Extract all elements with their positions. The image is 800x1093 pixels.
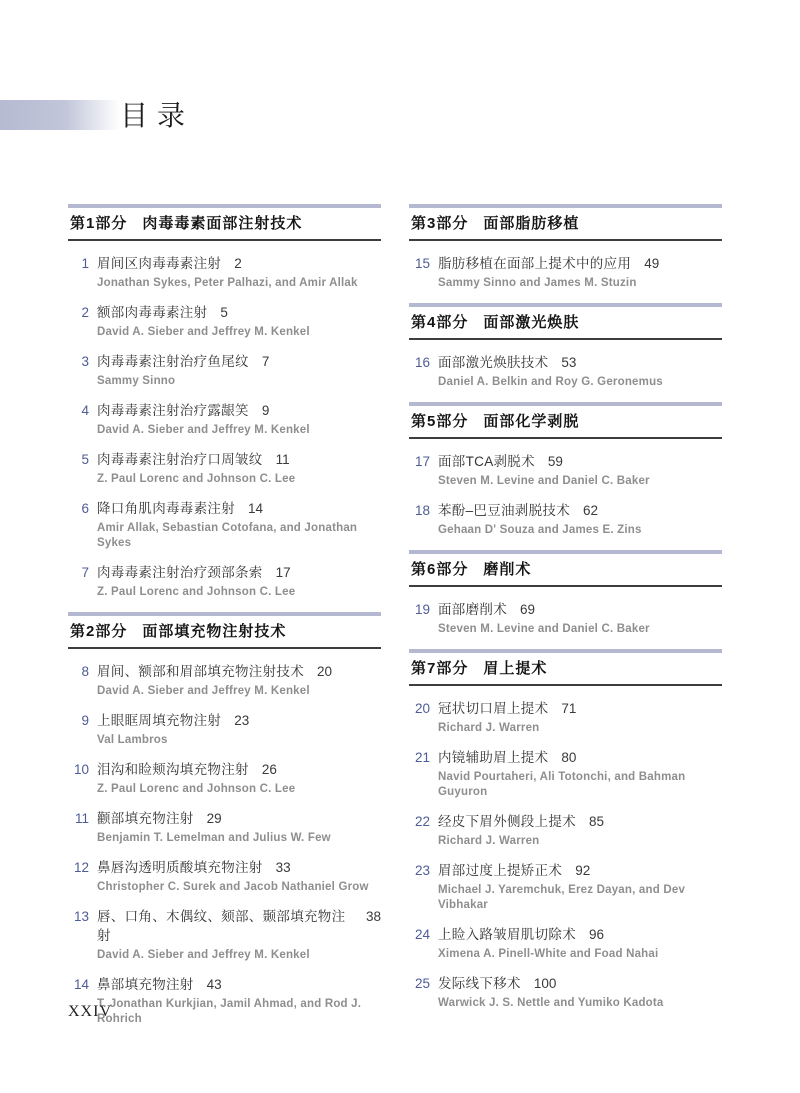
section-header — [409, 402, 722, 439]
toc-entry-line — [409, 600, 722, 619]
chapter-page-number: 33 — [275, 860, 291, 875]
chapter-title: 鼻部填充物注射 — [97, 977, 194, 992]
chapter-page-number: 7 — [261, 354, 270, 369]
toc-entry-line — [409, 748, 722, 767]
chapter-number: 11 — [74, 811, 89, 826]
section-header — [409, 649, 722, 686]
toc-section — [68, 204, 381, 600]
chapter-authors: Jonathan Sykes, Peter Palhazi, and Amir Allak — [97, 277, 358, 289]
toc-entry — [68, 858, 381, 895]
section-chapter-list — [409, 600, 722, 637]
chapter-title: 颧部填充物注射 — [97, 811, 194, 826]
chapter-authors: Amir Allak, Sebastian Cotofana, and Jonathan Sykes — [97, 522, 358, 549]
toc-entry — [409, 699, 722, 736]
chapter-title: 肉毒毒素注射治疗颈部条索 — [97, 565, 263, 580]
toc-entry — [409, 812, 722, 849]
toc-entry — [409, 600, 722, 637]
chapter-title: 发际线下移术 — [438, 976, 521, 991]
chapter-title: 面部激光焕肤技术 — [438, 355, 549, 370]
page-title: 目录 — [120, 100, 195, 131]
toc-entry — [68, 975, 381, 1027]
chapter-number: 5 — [81, 452, 89, 467]
section-chapter-list — [409, 353, 722, 390]
chapter-title: 上睑入路皱眉肌切除术 — [438, 927, 576, 942]
chapter-authors: David A. Sieber and Jeffrey M. Kenkel — [97, 685, 310, 697]
toc-entry-line — [68, 401, 381, 420]
chapter-title: 面部TCA剥脱术 — [438, 454, 535, 469]
chapter-title: 面部磨削术 — [438, 602, 507, 617]
chapter-authors: Z. Paul Lorenc and Johnson C. Lee — [97, 473, 296, 485]
toc-entry-line — [409, 699, 722, 718]
chapter-number: 16 — [414, 355, 430, 370]
toc-entry-line — [68, 907, 381, 945]
chapter-page-number: 53 — [561, 355, 577, 370]
section-header — [68, 612, 381, 649]
toc-entry-line — [409, 861, 722, 880]
section-label: 第3部分 — [411, 215, 469, 232]
section-header — [409, 550, 722, 587]
toc-entry — [409, 452, 722, 489]
toc-entry-line — [68, 450, 381, 469]
chapter-authors: Ximena A. Pinell-White and Foad Nahai — [438, 948, 659, 960]
chapter-page-number: 71 — [561, 701, 577, 716]
chapter-number: 2 — [81, 305, 89, 320]
section-label: 第1部分 — [70, 215, 128, 232]
chapter-number: 23 — [414, 863, 430, 878]
section-chapter-list — [68, 662, 381, 1027]
chapter-page-number: 26 — [261, 762, 277, 777]
chapter-number: 3 — [81, 354, 89, 369]
section-title: 面部填充物注射技术 — [142, 623, 287, 640]
chapter-title: 肉毒毒素注射治疗鱼尾纹 — [97, 354, 249, 369]
section-chapter-list — [409, 699, 722, 1011]
toc-section — [409, 204, 722, 291]
toc-section — [409, 402, 722, 538]
toc-entry — [409, 861, 722, 913]
chapter-page-number: 20 — [317, 664, 333, 679]
chapter-page-number: 29 — [206, 811, 222, 826]
toc-entry — [409, 501, 722, 538]
toc-column-left — [68, 204, 381, 1039]
chapter-page-number: 14 — [248, 501, 264, 516]
toc-entry-line — [409, 974, 722, 993]
chapter-number: 7 — [81, 565, 89, 580]
chapter-title: 经皮下眉外侧段上提术 — [438, 814, 576, 829]
chapter-title: 肉毒毒素注射治疗露龈笑 — [97, 403, 249, 418]
toc-entry — [68, 907, 381, 963]
chapter-number: 10 — [73, 762, 89, 777]
chapter-page-number: 92 — [575, 863, 591, 878]
toc-entry — [68, 401, 381, 438]
chapter-authors: T. Jonathan Kurkjian, Jamil Ahmad, and Rod J. Rohrich — [97, 998, 362, 1025]
chapter-title: 眉间、额部和眉部填充物注射技术 — [97, 664, 304, 679]
toc-entry — [409, 974, 722, 1011]
chapter-page-number: 49 — [644, 256, 660, 271]
toc-entry-line — [68, 563, 381, 582]
toc-entry-line — [68, 254, 381, 273]
chapter-title: 眉间区肉毒毒素注射 — [97, 256, 222, 271]
chapter-title: 唇、口角、木偶纹、颏部、颞部填充物注射 — [97, 909, 346, 943]
toc-entry-line — [409, 452, 722, 471]
chapter-authors: Val Lambros — [97, 734, 168, 746]
toc-entry — [68, 303, 381, 340]
toc-section — [409, 303, 722, 390]
section-title: 面部激光焕肤 — [483, 314, 580, 331]
toc-section — [409, 649, 722, 1011]
page-number: XXIV — [68, 1003, 112, 1020]
toc-entry-line — [409, 254, 722, 273]
chapter-title: 鼻唇沟透明质酸填充物注射 — [97, 860, 263, 875]
section-header — [409, 204, 722, 241]
toc-entry — [68, 711, 381, 748]
toc-entry — [68, 662, 381, 699]
chapter-number: 24 — [414, 927, 430, 942]
chapter-page-number: 85 — [589, 814, 605, 829]
chapter-title: 脂肪移植在面部上提术中的应用 — [438, 256, 632, 271]
chapter-title: 眉部过度上提矫正术 — [438, 863, 563, 878]
chapter-authors: Z. Paul Lorenc and Johnson C. Lee — [97, 586, 296, 598]
toc-entry-line — [68, 809, 381, 828]
chapter-authors: Richard J. Warren — [438, 722, 540, 734]
toc-entry-line — [68, 303, 381, 322]
section-chapter-list — [409, 452, 722, 538]
section-title: 磨削术 — [483, 561, 532, 578]
chapter-number: 21 — [414, 750, 430, 765]
chapter-number: 1 — [81, 256, 89, 271]
chapter-page-number: 38 — [365, 909, 381, 924]
toc-entry-line — [68, 662, 381, 681]
chapter-number: 25 — [414, 976, 430, 991]
chapter-number: 22 — [414, 814, 430, 829]
chapter-number: 13 — [73, 909, 89, 924]
chapter-title: 苯酚–巴豆油剥脱技术 — [438, 503, 571, 518]
chapter-authors: Warwick J. S. Nettle and Yumiko Kadota — [438, 997, 664, 1009]
chapter-authors: David A. Sieber and Jeffrey M. Kenkel — [97, 326, 310, 338]
toc-section — [68, 612, 381, 1027]
toc-columns — [68, 204, 723, 1039]
section-title: 面部化学剥脱 — [483, 413, 580, 430]
chapter-authors: Navid Pourtaheri, Ali Totonchi, and Bahman Guyuron — [438, 771, 686, 798]
chapter-page-number: 80 — [561, 750, 577, 765]
chapter-page-number: 96 — [589, 927, 605, 942]
chapter-authors: Christopher C. Surek and Jacob Nathaniel Grow — [97, 881, 369, 893]
toc-entry-line — [68, 760, 381, 779]
chapter-page-number: 11 — [275, 452, 290, 467]
toc-entry-line — [68, 975, 381, 994]
toc-entry — [68, 352, 381, 389]
section-label: 第5部分 — [411, 413, 469, 430]
chapter-page-number: 9 — [261, 403, 270, 418]
chapter-number: 20 — [414, 701, 430, 716]
toc-entry — [68, 254, 381, 291]
chapter-title: 额部肉毒毒素注射 — [97, 305, 208, 320]
chapter-authors: Benjamin T. Lemelman and Julius W. Few — [97, 832, 331, 844]
chapter-title: 肉毒毒素注射治疗口周皱纹 — [97, 452, 263, 467]
section-header — [68, 204, 381, 241]
chapter-number: 4 — [81, 403, 89, 418]
chapter-number: 12 — [73, 860, 89, 875]
chapter-number: 15 — [414, 256, 430, 271]
toc-entry-line — [409, 812, 722, 831]
chapter-title: 内镜辅助眉上提术 — [438, 750, 549, 765]
toc-entry — [68, 563, 381, 600]
section-title: 面部脂肪移植 — [483, 215, 580, 232]
chapter-authors: Sammy Sinno — [97, 375, 176, 387]
chapter-authors: David A. Sieber and Jeffrey M. Kenkel — [97, 949, 310, 961]
chapter-page-number: 5 — [220, 305, 228, 320]
toc-column-right — [409, 204, 722, 1023]
toc-entry — [409, 254, 722, 291]
toc-entry — [68, 809, 381, 846]
toc-section — [409, 550, 722, 637]
chapter-number: 17 — [414, 454, 430, 469]
chapter-number: 8 — [81, 664, 89, 679]
chapter-number: 6 — [81, 501, 89, 516]
toc-entry — [68, 450, 381, 487]
toc-entry-line — [68, 352, 381, 371]
chapter-title: 冠状切口眉上提术 — [438, 701, 549, 716]
toc-entry-line — [68, 858, 381, 877]
toc-entry — [68, 499, 381, 551]
decorative-gradient-bar — [0, 100, 120, 130]
section-header — [409, 303, 722, 340]
chapter-page-number: 59 — [547, 454, 563, 469]
toc-entry-line — [68, 499, 381, 518]
chapter-number: 9 — [81, 713, 89, 728]
chapter-page-number: 69 — [520, 602, 536, 617]
chapter-title: 泪沟和睑颊沟填充物注射 — [97, 762, 249, 777]
toc-entry — [409, 748, 722, 800]
section-title: 眉上提术 — [483, 660, 548, 677]
chapter-page-number: 100 — [533, 976, 557, 991]
toc-entry — [409, 353, 722, 390]
toc-entry — [68, 760, 381, 797]
chapter-number: 18 — [414, 503, 430, 518]
section-label: 第2部分 — [70, 623, 128, 640]
chapter-page-number: 43 — [206, 977, 222, 992]
section-label: 第6部分 — [411, 561, 469, 578]
chapter-page-number: 2 — [234, 256, 242, 271]
chapter-authors: Daniel A. Belkin and Roy G. Geronemus — [438, 376, 663, 388]
chapter-authors: Sammy Sinno and James M. Stuzin — [438, 277, 637, 289]
section-chapter-list — [68, 254, 381, 600]
section-title: 肉毒毒素面部注射技术 — [142, 215, 303, 232]
chapter-authors: Z. Paul Lorenc and Johnson C. Lee — [97, 783, 296, 795]
section-label: 第7部分 — [411, 660, 469, 677]
chapter-page-number: 17 — [275, 565, 291, 580]
toc-entry-line — [68, 711, 381, 730]
chapter-authors: Gehaan D' Souza and James E. Zins — [438, 524, 642, 536]
chapter-authors: Steven M. Levine and Daniel C. Baker — [438, 475, 650, 487]
chapter-authors: Richard J. Warren — [438, 835, 540, 847]
section-label: 第4部分 — [411, 314, 469, 331]
toc-entry-line — [409, 353, 722, 372]
chapter-number: 19 — [414, 602, 430, 617]
toc-entry-line — [409, 501, 722, 520]
chapter-number: 14 — [73, 977, 89, 992]
chapter-title: 上眼眶周填充物注射 — [97, 713, 222, 728]
chapter-authors: Michael J. Yaremchuk, Erez Dayan, and Dev Vibhakar — [438, 884, 686, 911]
chapter-authors: Steven M. Levine and Daniel C. Baker — [438, 623, 650, 635]
toc-entry — [409, 925, 722, 962]
chapter-page-number: 62 — [583, 503, 599, 518]
chapter-title: 降口角肌肉毒毒素注射 — [97, 501, 235, 516]
toc-entry-line — [409, 925, 722, 944]
section-chapter-list — [409, 254, 722, 291]
chapter-page-number: 23 — [234, 713, 250, 728]
chapter-authors: David A. Sieber and Jeffrey M. Kenkel — [97, 424, 310, 436]
